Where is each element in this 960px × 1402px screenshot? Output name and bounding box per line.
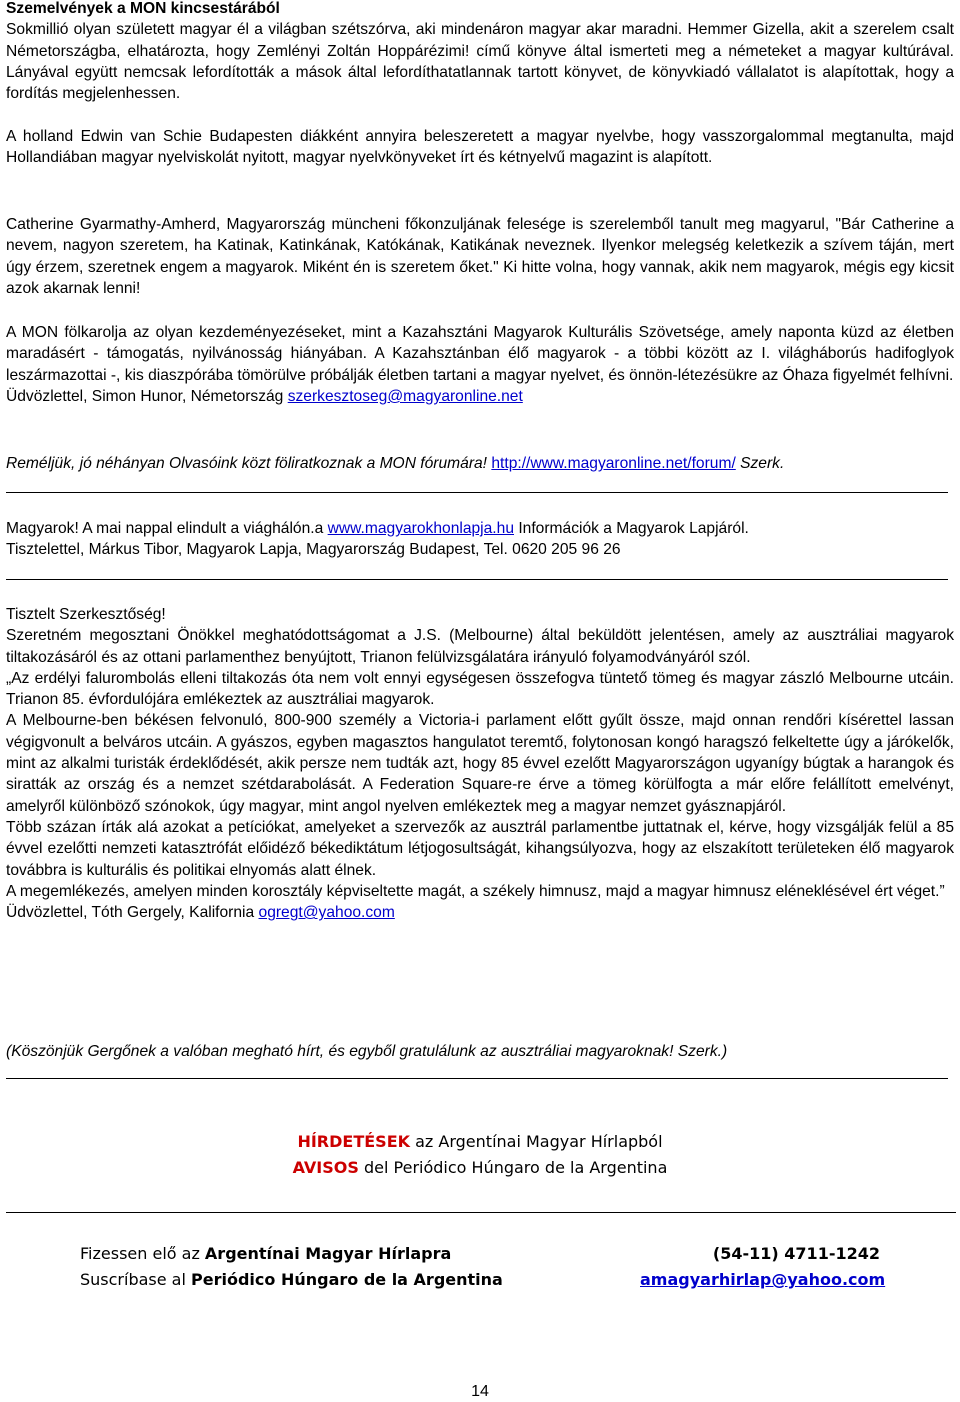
subscribe-line-es — [80, 1267, 503, 1293]
newspaper-name-es: Periódico Húngaro de la Argentina — [191, 1270, 503, 1289]
article-title: Szemelvények a MON kincsestárából — [6, 0, 280, 17]
page-number: 14 — [471, 1383, 489, 1400]
divider-4 — [6, 1212, 956, 1213]
ads-heading-line-2 — [0, 1155, 960, 1181]
article-paragraph-4: A MON fölkarolja az olyan kezdeményezéseket, mint a Kazahsztáni Magyarok Kulturális Szövetsége, amely naponta küzd az életben maradásért - támogatás, nyilvánosság hiányában. A Kazahsztánban élő magyarok - a többi között az I. világháborús hadifoglyok leszármazottai -, kis diaszpórába tömörülve próbálják életben tartani a magyar nyelvet, és önnön-létezésükre az Óhaza figyelmét felhívni. — [6, 324, 954, 384]
ads-subtitle-hu: az Argentínai Magyar Hírlapból — [410, 1132, 663, 1151]
subscribe-text-es: Suscríbase al — [80, 1270, 192, 1289]
article-paragraph-1: Sokmillió olyan született magyar él a világban szétszórva, aki mindenáron magyar akar maradni. Hemmer Gizella, akit a szerelem csalt Németországba, elhatározta, hogy Zemlényi Zoltán Hoppárézimi! című könyve által ismerteti meg a németeket a magyar kultúrával. Lányával együtt nemcsak lefordították a mások által lefordíthatatlannak tartott könyvet, de könyvkiadó vállalatot is alapítottak, hogy a fordítás megjelenhessen. — [6, 21, 954, 103]
ads-heading — [0, 1129, 960, 1181]
article-paragraph-2: A holland Edwin van Schie Budapesten diákként annyira beleszeretett a magyar nyelvbe, hogy vasszorgalommal megtanulta, majd Hollandiában magyar nyelviskolát nyitott, magyar nyelvkönyveket írt és kétnyelvű magazint is alapított. — [6, 128, 954, 167]
forum-text: Reméljük, jó néhányan Olvasóink közt föliratkoznak a MON fórumára! — [6, 455, 492, 472]
ads-subtitle-es: del Periódico Húngaro de la Argentina — [358, 1158, 668, 1177]
letter-signature-text: Üdvözlettel, Tóth Gergely, Kalifornia — [6, 904, 259, 922]
letter-paragraph-4: Több százan írták alá azokat a petíciókat, amelyeket a szervezők az ausztrál parlamentbe juttatnak el, kérve, hogy vizsgálják felül a 85 évvel ezelőtti nemzeti katasztrófát előidéző békediktátum létjogosultságát, kihangsúlyozva, hogy az elszakított területeken élő magyarok továbbra is kulturális és politikai elnyomás alatt élnek. — [6, 818, 954, 879]
article-section — [6, 0, 954, 104]
email-link-szerkesztoseg[interactable]: szerkesztoseg@magyaronline.net — [287, 387, 523, 405]
letter-paragraph-1: Szeretném megosztani Önökkel meghatódottságomat a J.S. (Melbourne) által beküldött jelentésen, amely az ausztráliai magyarok tiltakozásáról és az ottani parlamenthez benyújtott, Trianon felülvizsgálatára irányuló folyamodványáról szól. — [6, 627, 954, 666]
notice-section — [6, 518, 954, 561]
article-paragraph-3: Catherine Gyarmathy-Amherd, Magyarország müncheni főkonzuljának felesége is szerelemből tanult meg magyarul, "Bár Catherine a nevem, nagyon szeretem, ha Katinak, Katinkának, Katókának, Katikának neveznek. Ilyenkor melegség keletkezik a szívem táján, mert úgy érzem, szeretnek engem a magyarok. Miként én is szeretem őket." Ki hitte volna, hogy vannak, akik nem magyarok, mégis egy kicsit azok akarnak lenni! — [6, 216, 954, 297]
divider-3 — [6, 1078, 948, 1079]
ads-title-es: AVISOS — [292, 1158, 359, 1177]
newspaper-name-hu: Argentínai Magyar Hírlapra — [204, 1244, 452, 1263]
notice-line-2: Tisztelettel, Márkus Tibor, Magyarok Lapja, Magyarország Budapest, Tel. 0620 205 96 26 — [6, 541, 621, 559]
subscribe-text-hu: Fizessen elő az — [80, 1244, 205, 1263]
forum-link[interactable]: http://www.magyaronline.net/forum/ — [491, 455, 736, 472]
signature-text: Üdvözlettel, Simon Hunor, Németország — [6, 387, 288, 405]
letter-greeting: Tisztelt Szerkesztőség! — [6, 606, 166, 623]
website-link-magyarokhonlapja[interactable]: www.magyarokhonlapja.hu — [327, 520, 514, 537]
subscribe-line-hu — [80, 1241, 503, 1267]
phone-number: (54-11) 4711-1242 — [712, 1244, 880, 1263]
forum-invitation — [6, 453, 954, 474]
ads-heading-line-1 — [0, 1129, 960, 1155]
editor-note: (Köszönjük Gergőnek a valóban megható hírt, és egyből gratulálunk az ausztráliai magyaroknak! Szerk.) — [6, 1043, 728, 1060]
divider-1 — [6, 492, 948, 493]
forum-editor-sign: Szerk. — [735, 455, 785, 472]
divider-2 — [6, 579, 948, 580]
contact-block — [640, 1241, 886, 1293]
subscription-block — [80, 1241, 503, 1293]
letter-paragraph-2: „Az erdélyi falurombolás elleni tiltakozás óta nem volt ennyi egységesen összefogva tüntető tömeg és magyar zászló Melbourne utcáin. Trianon 85. évfordulójára emlékeztek az ausztráliai magyarok. — [6, 669, 954, 709]
letter-section — [6, 604, 954, 923]
letter-paragraph-3: A Melbourne-ben békésen felvonuló, 800-900 személy a Victoria-i parlament előtt gyűlt össze, majd onnan rendőri kísérettel lassan végigvonult a belváros utcáin. A gyászos, egyben magasztos hangulatot teremtő, folytonosan kongó haragszó felkeltette úgy a járókelők, mint az alkalmi turisták érdeklődését, akik persze nem tudták azt, hogy 85 évvel ezelőtt Magyarországon ugyanígy búgtak a harangok és siratták az ország és a nemzet szétdarabolását. A Federation Square-re érve a tömeg körülfogta a már előre felállított emelvényt, amelyről különböző szónokok, úgy magyar, mint angol nyelven emlékeztek meg a magyar nemzet gyásznapjáról. — [6, 712, 954, 815]
notice-text-suffix: Információk a Magyarok Lapjáról. — [514, 520, 749, 537]
ads-title-hu: HÍRDETÉSEK — [297, 1132, 411, 1151]
letter-signature — [6, 902, 954, 923]
notice-text: Magyarok! A mai nappal elindult a viághálón.a — [6, 520, 328, 537]
email-link-ogregt[interactable]: ogregt@yahoo.com — [258, 904, 395, 922]
article-signature — [6, 386, 954, 407]
email-link-amagyarhirlap[interactable]: amagyarhirlap@yahoo.com — [640, 1270, 886, 1289]
letter-paragraph-5: A megemlékezés, amelyen minden korosztály képviseltette magát, a székely himnusz, majd a magyar himnusz eléneklésével ért véget.” — [6, 882, 945, 900]
notice-line-1 — [6, 518, 954, 539]
